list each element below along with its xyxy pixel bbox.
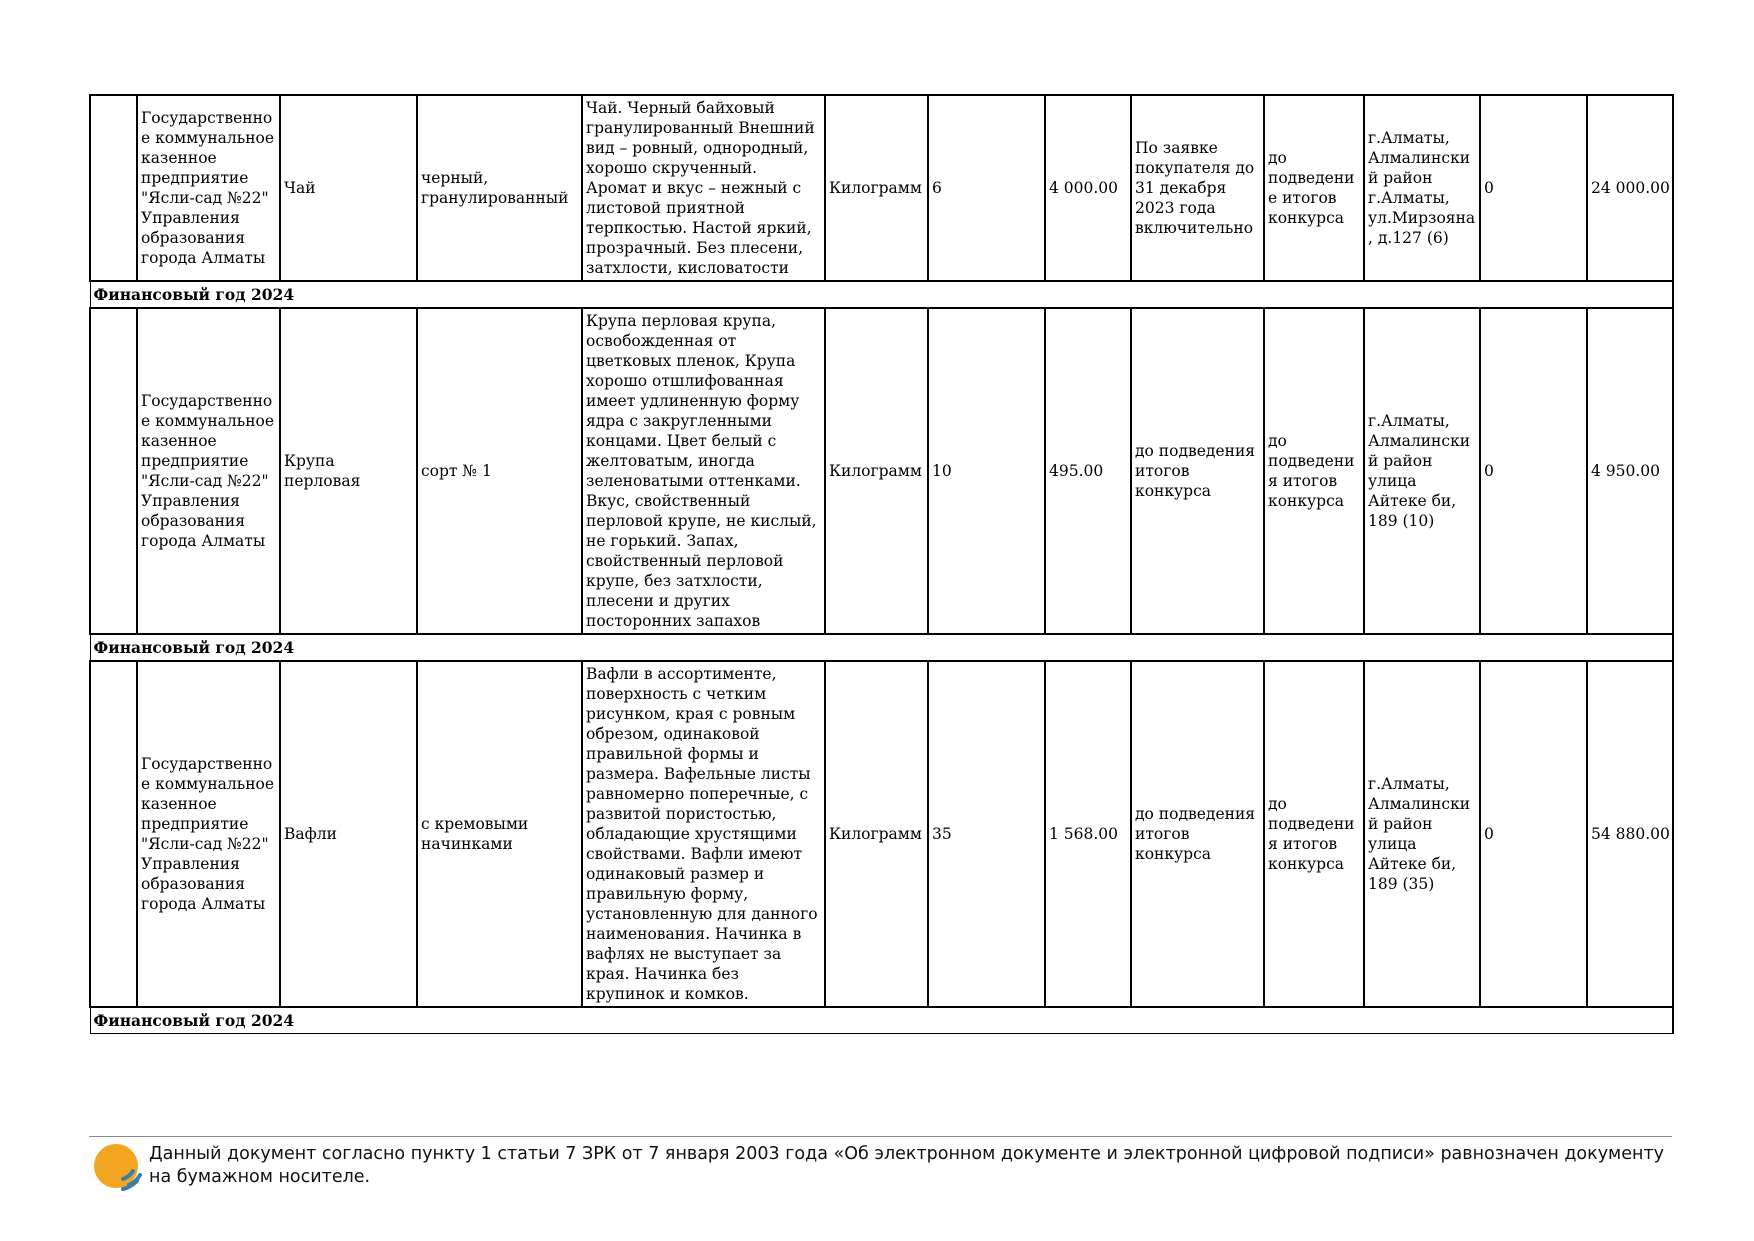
cell-address: г.Алматы, Алмалинский район улица Айтеке би, 189 (10): [1364, 308, 1480, 634]
cell-description: Вафли в ассортименте, поверхность с четким рисунком, края с ровным обрезом, одинаковой правильной формы и размера. Вафельные листы равномерно поперечные, с развитой пористостью, обладающие хрустящими свойствами. Вафли имеют одинаковый размер и правильную форму, установленную для данного наименования. Начинка в вафлях не выступает за края. Начинка без крупинок и комков.: [582, 661, 825, 1007]
table-body: [90, 95, 1673, 1034]
cell-prepayment: 0: [1480, 308, 1587, 634]
cell-delivery-term: до подведения итогов конкурса: [1131, 308, 1264, 634]
cell-sum: 54 880.00: [1587, 661, 1673, 1007]
cell-customer: Государственное коммунальное казенное предприятие "Ясли-сад №22" Управления образования города Алматы: [137, 95, 280, 281]
cell-unit: Килограмм: [825, 661, 928, 1007]
cell-name: Крупа перловая: [280, 308, 417, 634]
footer: [89, 1136, 1672, 1187]
cell-unit: Килограмм: [825, 95, 928, 281]
cell-prepayment: 0: [1480, 95, 1587, 281]
cell-price: 495.00: [1045, 308, 1131, 634]
cell-customer: Государственное коммунальное казенное предприятие "Ясли-сад №22" Управления образования города Алматы: [137, 661, 280, 1007]
financial-year-row: [90, 1007, 1673, 1034]
cell-characteristic: с кремовыми начинками: [417, 661, 582, 1007]
cell-description: Чай. Черный байховый гранулированный Внешний вид – ровный, однородный, хорошо скрученный. Аромат и вкус – нежный с листовой приятной терпкостью. Настой яркий, прозрачный. Без плесени, затхлости, кисловатости: [582, 95, 825, 281]
cell-name: Чай: [280, 95, 417, 281]
cell-sum: 24 000.00: [1587, 95, 1673, 281]
cell-quantity: 10: [928, 308, 1045, 634]
cell-customer: Государственное коммунальное казенное предприятие "Ясли-сад №22" Управления образования города Алматы: [137, 308, 280, 634]
cell-description: Крупа перловая крупа, освобожденная от цветковых пленок, Крупа хорошо отшлифованная имеет удлиненную форму ядра с закругленными концами. Цвет белый с желтоватым, иногда зеленоватыми оттенками. Вкус, свойственный перловой крупе, не кислый, не горький. Запах, свойственный перловой крупе, без затхлости, плесени и других посторонних запахов: [582, 308, 825, 634]
cell-characteristic: сорт № 1: [417, 308, 582, 634]
cell-price: 4 000.00: [1045, 95, 1131, 281]
cell-prepayment: 0: [1480, 661, 1587, 1007]
financial-year-label: Финансовый год 2024: [90, 281, 1673, 308]
table-row: [90, 661, 1673, 1007]
financial-year-label: Финансовый год 2024: [90, 1007, 1673, 1034]
cell-address: г.Алматы, Алмалинский район г.Алматы, ул.Мирзояна, д.127 (6): [1364, 95, 1480, 281]
cell-characteristic: черный, гранулированный: [417, 95, 582, 281]
cell-advance: до подведения итогов конкурса: [1264, 661, 1364, 1007]
table-row: [90, 308, 1673, 634]
cell-name: Вафли: [280, 661, 417, 1007]
financial-year-row: [90, 281, 1673, 308]
cell-quantity: 6: [928, 95, 1045, 281]
cell-num: [90, 308, 137, 634]
cell-advance: до подведения итогов конкурса: [1264, 308, 1364, 634]
cell-unit: Килограмм: [825, 308, 928, 634]
financial-year-label: Финансовый год 2024: [90, 634, 1673, 661]
egov-sun-logo-icon: [93, 1141, 143, 1195]
cell-advance: до подведение итогов конкурса: [1264, 95, 1364, 281]
cell-address: г.Алматы, Алмалинский район улица Айтеке би, 189 (35): [1364, 661, 1480, 1007]
financial-year-row: [90, 634, 1673, 661]
lots-table: [89, 94, 1674, 1034]
cell-delivery-term: до подведения итогов конкурса: [1131, 661, 1264, 1007]
cell-num: [90, 661, 137, 1007]
cell-quantity: 35: [928, 661, 1045, 1007]
cell-delivery-term: По заявке покупателя до 31 декабря 2023 года включительно: [1131, 95, 1264, 281]
cell-price: 1 568.00: [1045, 661, 1131, 1007]
cell-sum: 4 950.00: [1587, 308, 1673, 634]
legal-notice: Данный документ согласно пункту 1 статьи 7 ЗРК от 7 января 2003 года «Об электронном документе и электронной цифровой подписи» равнозначен документу на бумажном носителе.: [149, 1144, 1665, 1187]
table-row: [90, 95, 1673, 281]
cell-num: [90, 95, 137, 281]
